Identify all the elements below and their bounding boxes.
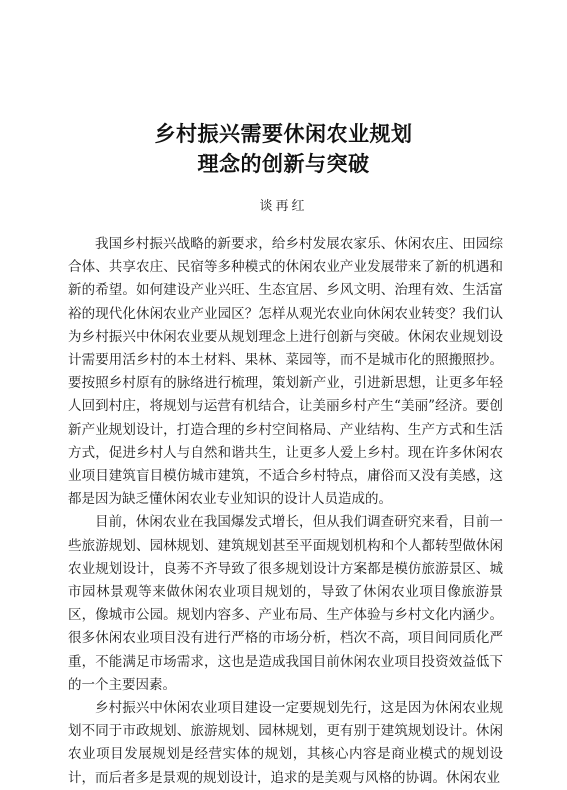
- article-body: [68, 233, 503, 790]
- article-author: 谈再红: [259, 199, 308, 214]
- paragraph-2: 目前，休闲农业在我国爆发式增长，但从我们调查研究来看，目前一些旅游规划、园林规划、建筑规划甚至平面规划机构和个人都转型做休闲农业规划设计，良莠不齐导致了很多规划设计方案都是模仿旅游景区、城市园林景观等来做休闲农业项目规划的，导致了休闲农业项目像旅游景区，像城市公园。规划内容多、产业布局、生产体验与乡村文化内涵少。很多休闲农业项目没有进行严格的市场分析，档次不高，项目间同质化严重，不能满足市场需求，这也是造成我国目前休闲农业项目投资效益低下的一个主要因素。: [68, 514, 503, 693]
- article-title-line-2: 理念的创新与突破: [197, 152, 370, 176]
- article-title-line-1: 乡村振兴需要休闲农业规划: [154, 122, 413, 146]
- paragraph-3: 乡村振兴中休闲农业项目建设一定要规划先行，这是因为休闲农业规划不同于市政规划、旅游规划、园林规划，更有别于建筑规划设计。休闲农业项目发展规划是经营实体的规划，其核心内容是商业模式的规划设计，而后者多是景观的规划设计，追求的是美观与风格的协调。休闲农业: [68, 700, 503, 786]
- paragraph-1: 我国乡村振兴战略的新要求，给乡村发展农家乐、休闲农庄、田园综合体、共享农庄、民宿等多种模式的休闲农业产业发展带来了新的机遇和新的希望。如何建设产业兴旺、生态宜居、乡风文明、治理有效、生活富裕的现代化休闲农业产业园区？怎样从观光农业向休闲农业转变？我们认为乡村振兴中休闲农业要从规划理念上进行创新与突破。休闲农业规划设计需要用活乡村的本土材料、果林、菜园等，而不是城市化的照搬照抄。要按照乡村原有的脉络进行梳理，策划新产业，引进新思想，让更多年轻人回到村庄，将规划与运营有机结合，让美丽乡村产生“美丽”经济。要创新产业规划设计，打造合理的乡村空间格局、产业结构、生产方式和生活方式，促进乡村人与自然和谐共生，让更多人爱上乡村。现在许多休闲农业项目建筑盲目模仿城市建筑，不适合乡村特点，庸俗而又没有美感，这都是因为缺乏懂休闲农业专业知识的设计人员造成的。: [68, 236, 503, 508]
